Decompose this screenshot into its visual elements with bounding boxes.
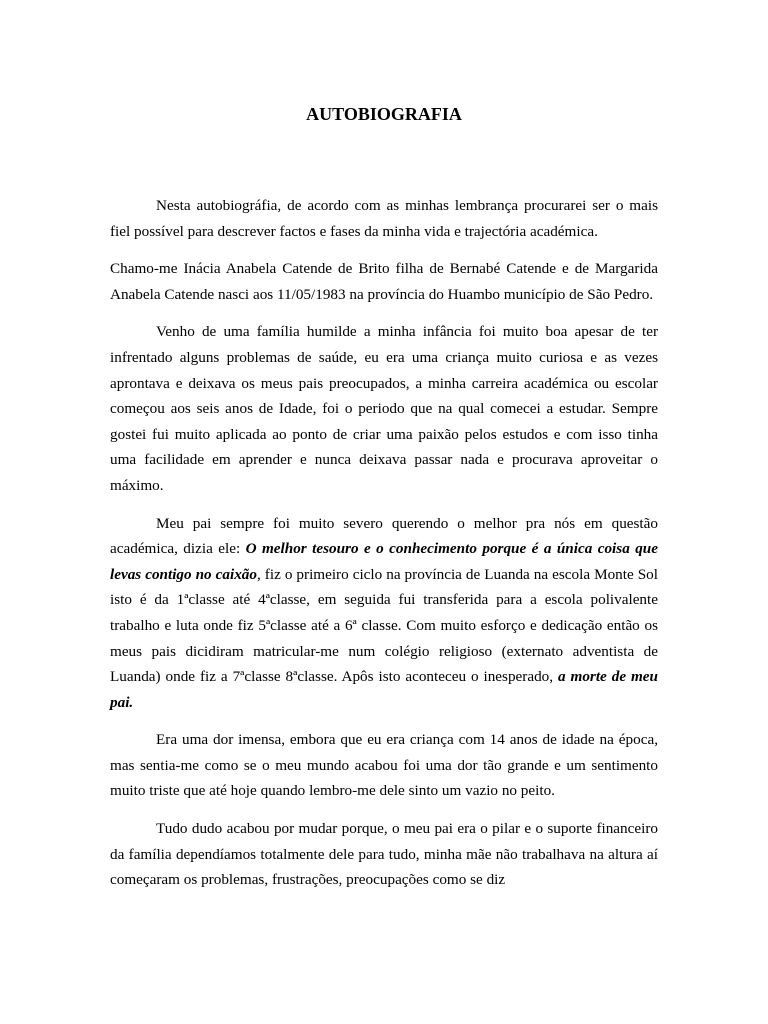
paragraph-childhood (110, 319, 658, 498)
paragraph-intro (110, 193, 658, 244)
paragraph-text: Tudo dudo acabou por mudar porque, o meu pai era o pilar e o suporte financeiro da família dependíamos totalmente dele para tudo, minha mãe não trabalhava na altura aí começaram os problemas, frustrações, preocupações como se diz (110, 820, 658, 889)
paragraph-text: Venho de uma família humilde a minha infância foi muito boa apesar de ter infrentado alguns problemas de saúde, eu era uma criança muito curiosa e as vezes aprontava e deixava os meus pais preocupados, a minha carreira académica ou escolar começou aos seis anos de Idade, foi o periodo que na qual comecei a estudar. Sempre gostei fui muito aplicada ao ponto de criar uma paixão pelos estudos e com isso tinha uma facilidade em aprender e nunca deixava passar nada e procurava aproveitar o máximo. (110, 323, 658, 494)
paragraph-text: Era uma dor imensa, embora que eu era criança com 14 anos de idade na época, mas sentia-me como se o meu mundo acabou foi uma dor tão grande e um sentimento muito triste que até hoje quando lembro-me dele sinto um vazio no peito. (110, 731, 658, 800)
paragraph-text: , fiz o primeiro ciclo na província de Luanda na escola Monte Sol isto é da 1ªclasse até 4ªclasse, em seguida fui transferida para a escola polivalente trabalho e luta onde fiz 5ªclasse até a 6ª classe. Com muito esforço e dedicação então os meus pais dicidiram matricular-me num colégio religioso (externato adventista de Luanda) onde fiz a 7ªclasse 8ªclasse. Apôs isto aconteceu o inesperado, (110, 565, 658, 686)
paragraph-grief (110, 727, 658, 804)
paragraph-text: Meu pai sempre foi muito severo querendo o melhor pra nós em questão académica, dizia ele: (110, 514, 658, 558)
paragraph-text: Chamo-me Inácia Anabela Catende de Brito filha de Bernabé Catende e de Margarida Anabela Catende nasci aos 11/05/1983 na província do Huambo município de São Pedro. (110, 260, 658, 303)
emphasized-quote: O melhor tesouro e o conhecimento porque é a única coisa que levas contigo no caixão (110, 540, 658, 583)
paragraph-father (110, 511, 658, 716)
paragraph-text: Nesta autobiográfia, de acordo com as minhas lembrança procurarei ser o mais fiel possível para descrever factos e fases da minha vida e trajectória académica. (110, 197, 658, 240)
document-title: AUTOBIOGRAFIA (306, 104, 462, 124)
paragraph-change (110, 816, 658, 893)
emphasized-phrase: a morte de meu pai. (110, 668, 658, 711)
paragraph-identity (110, 256, 658, 307)
document-body (110, 193, 658, 905)
